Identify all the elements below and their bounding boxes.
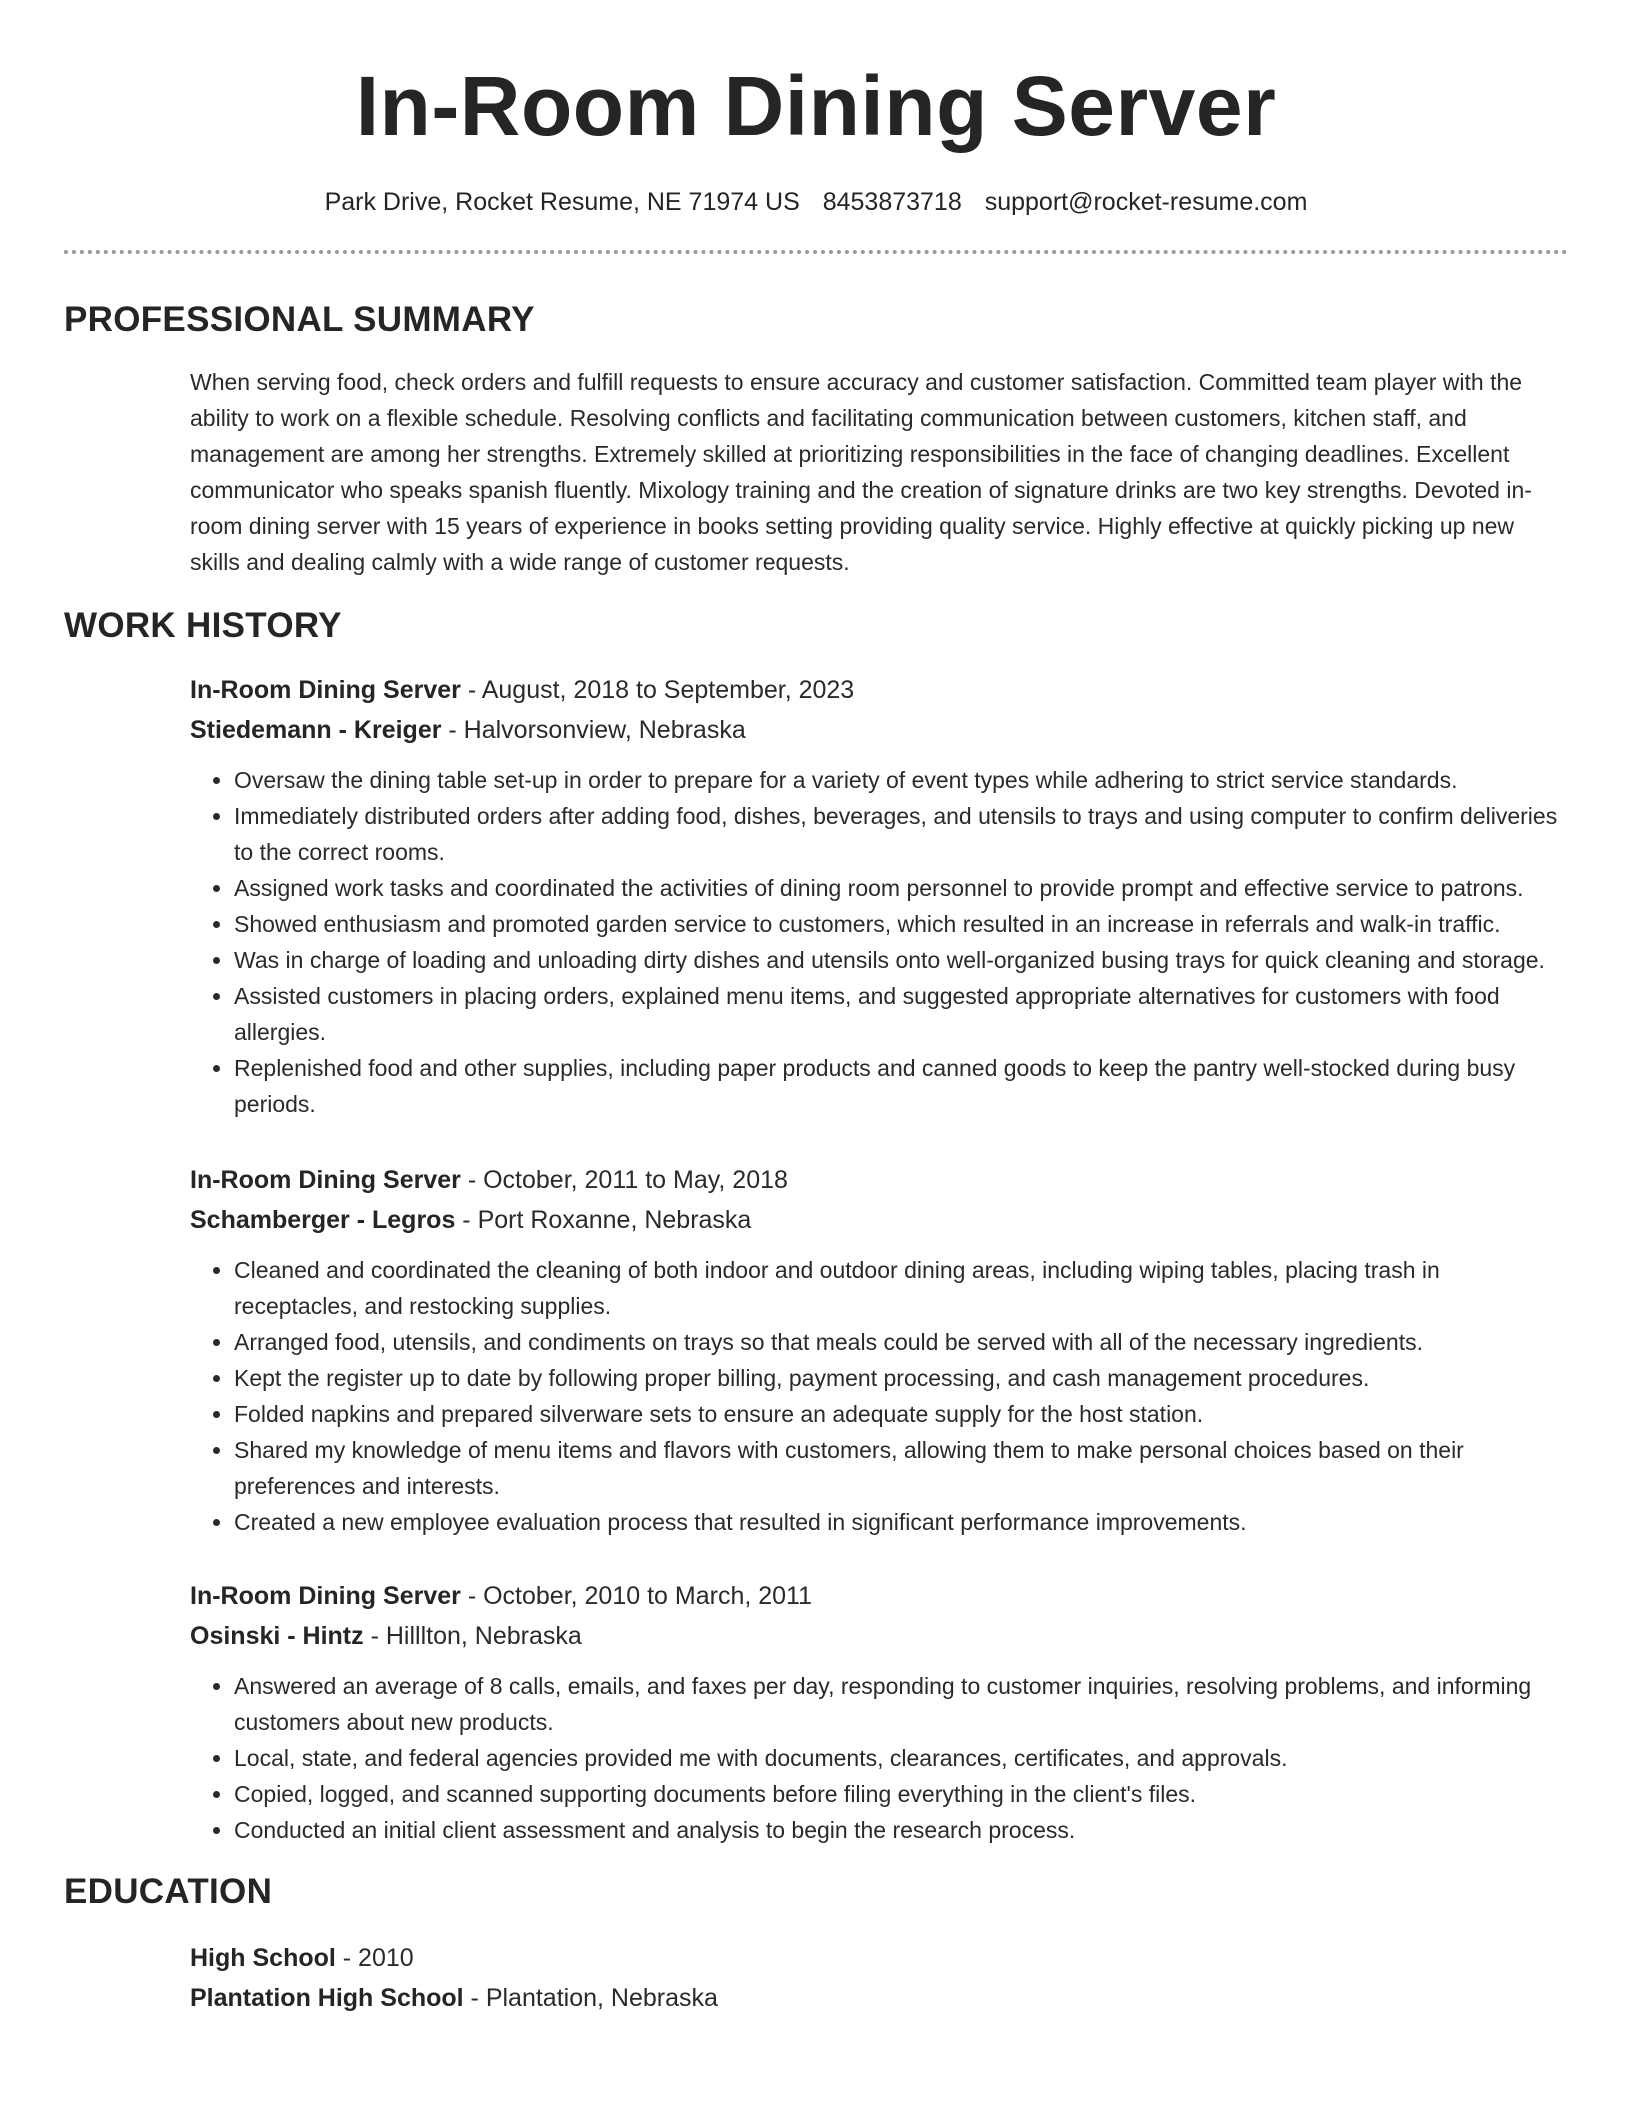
- job-dates: - October, 2011 to May, 2018: [460, 1166, 788, 1194]
- job-bullets: [190, 762, 1568, 1122]
- job-bullet: • Shared my knowledge of menu items and flavors with customers, allowing them to make personal choices based on their preferences and interests.: [234, 1432, 1568, 1504]
- job-entry: [190, 1160, 1568, 1540]
- summary-title: PROFESSIONAL SUMMARY: [64, 300, 535, 339]
- job-bullet: • Assigned work tasks and coordinated the activities of dining room personnel to provide prompt and effective service to patrons.: [234, 870, 1568, 906]
- job-location: - Hilllton, Nebraska: [363, 1622, 582, 1650]
- job-company-line: [190, 710, 1568, 750]
- education-school-line: [190, 1978, 1568, 2018]
- header-divider: [64, 250, 1568, 254]
- job-bullet: • Showed enthusiasm and promoted garden service to customers, which resulted in an increase in referrals and walk-in traffic.: [234, 906, 1568, 942]
- education-school: Plantation High School: [190, 1984, 464, 2012]
- job-dates: - August, 2018 to September, 2023: [460, 676, 855, 704]
- education-year: - 2010: [335, 1944, 414, 1972]
- job-bullet: • Assisted customers in placing orders, explained menu items, and suggested appropriate alternatives for customers with food allergies.: [234, 978, 1568, 1050]
- contact-address: Park Drive, Rocket Resume, NE 71974 US: [324, 188, 800, 216]
- education-location: - Plantation, Nebraska: [463, 1984, 718, 2012]
- education-degree-line: [190, 1938, 1568, 1978]
- job-entry: [190, 1576, 1568, 1848]
- job-location: - Halvorsonview, Nebraska: [441, 716, 746, 744]
- job-company: Stiedemann - Kreiger: [190, 716, 442, 744]
- job-bullet: • Local, state, and federal agencies provided me with documents, clearances, certificates, and approvals.: [234, 1740, 1568, 1776]
- contact-email[interactable]: support@rocket-resume.com: [984, 188, 1308, 216]
- job-bullets: [190, 1252, 1568, 1540]
- job-bullet: • Oversaw the dining table set-up in order to prepare for a variety of event types while adhering to strict service standards.: [234, 762, 1568, 798]
- job-company-line: [190, 1200, 1568, 1240]
- job-bullets: [190, 1668, 1568, 1848]
- job-bullet: • Created a new employee evaluation process that resulted in significant performance improvements.: [234, 1504, 1568, 1540]
- job-company: Schamberger - Legros: [190, 1206, 456, 1234]
- job-bullet: • Replenished food and other supplies, including paper products and canned goods to keep the pantry well-stocked during busy periods.: [234, 1050, 1568, 1122]
- education-entry: [190, 1938, 1568, 2018]
- work-history-section: [64, 604, 1568, 1848]
- job-role-line: [190, 1576, 1568, 1616]
- contact-info: [64, 184, 1568, 220]
- job-bullet: • Was in charge of loading and unloading dirty dishes and utensils onto well-organized busing trays for quick cleaning and storage.: [234, 942, 1568, 978]
- job-company-line: [190, 1616, 1568, 1656]
- job-role-line: [190, 1160, 1568, 1200]
- work-history-title: WORK HISTORY: [64, 606, 342, 645]
- job-role: In-Room Dining Server: [190, 676, 461, 704]
- job-role: In-Room Dining Server: [190, 1582, 461, 1610]
- education-section: [64, 1870, 1568, 2018]
- education-degree: High School: [190, 1944, 336, 1972]
- job-dates: - October, 2010 to March, 2011: [460, 1582, 812, 1610]
- job-bullet: • Kept the register up to date by following proper billing, payment processing, and cash management procedures.: [234, 1360, 1568, 1396]
- education-title: EDUCATION: [64, 1872, 273, 1911]
- job-bullet: • Answered an average of 8 calls, emails, and faxes per day, responding to customer inquiries, resolving problems, and informing customers about new products.: [234, 1668, 1568, 1740]
- contact-phone: 8453873718: [822, 188, 962, 216]
- job-bullet: • Copied, logged, and scanned supporting documents before filing everything in the client's files.: [234, 1776, 1568, 1812]
- job-bullet: • Cleaned and coordinated the cleaning of both indoor and outdoor dining areas, including wiping tables, placing trash in receptacles, and restocking supplies.: [234, 1252, 1568, 1324]
- job-role: In-Room Dining Server: [190, 1166, 461, 1194]
- job-company: Osinski - Hintz: [190, 1622, 364, 1650]
- job-bullet: • Immediately distributed orders after adding food, dishes, beverages, and utensils to trays and using computer to confirm deliveries to the correct rooms.: [234, 798, 1568, 870]
- job-bullet: • Conducted an initial client assessment and analysis to begin the research process.: [234, 1812, 1568, 1848]
- summary-section: [64, 298, 1568, 580]
- job-bullet: • Folded napkins and prepared silverware sets to ensure an adequate supply for the host station.: [234, 1396, 1568, 1432]
- job-bullet: • Arranged food, utensils, and condiments on trays so that meals could be served with all of the necessary ingredients.: [234, 1324, 1568, 1360]
- job-location: - Port Roxanne, Nebraska: [455, 1206, 752, 1234]
- job-entry: [190, 670, 1568, 1122]
- job-role-line: [190, 670, 1568, 710]
- summary-text: When serving food, check orders and fulfill requests to ensure accuracy and customer satisfaction. Committed team player with the ability to work on a flexible schedule. Resolving conflicts and facilitating communication between customers, kitchen staff, and management are among her strengths. Extremely skilled at prioritizing responsibilities in the face of changing deadlines. Excellent communicator who speaks spanish fluently. Mixology training and the creation of signature drinks are two key strengths. Devoted in-room dining server with 15 years of experience in books setting providing quality service. Highly effective at quickly picking up new skills and dealing calmly with a wide range of customer requests.: [190, 369, 1532, 575]
- resume-name: In-Room Dining Server: [355, 59, 1277, 153]
